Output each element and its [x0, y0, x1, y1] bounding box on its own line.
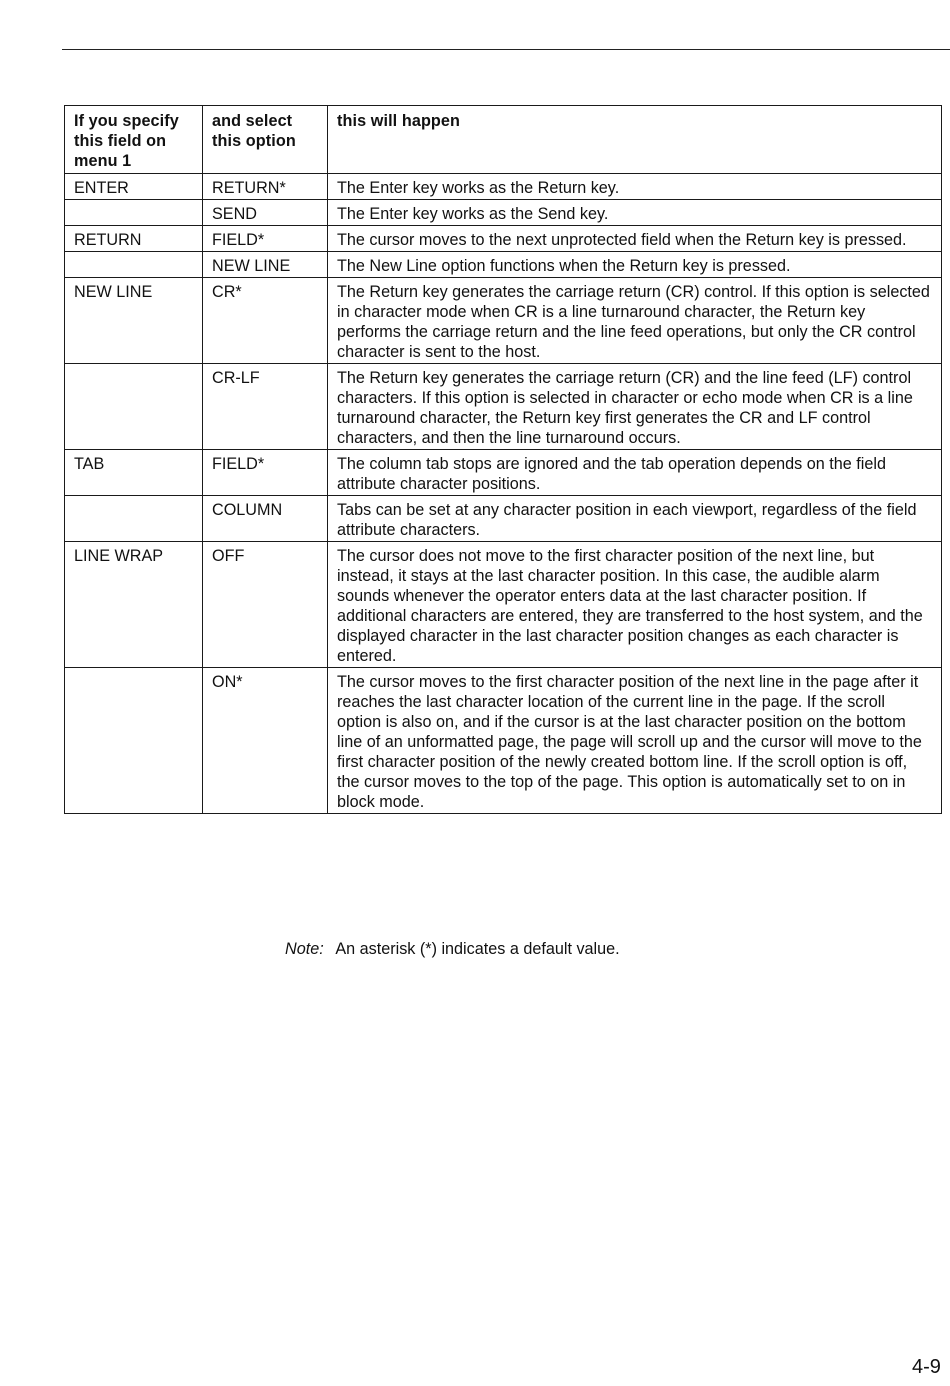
field-cell: [65, 364, 203, 450]
option-table: [64, 105, 942, 814]
column-header-result: this will happen: [328, 106, 942, 174]
field-cell: [65, 200, 203, 226]
option-cell: NEW LINE: [203, 252, 328, 278]
column-header-field: If you specify this field on menu 1: [65, 106, 203, 174]
table-row: [65, 450, 942, 496]
option-cell: SEND: [203, 200, 328, 226]
result-cell: The Return key generates the carriage return (CR) control. If this option is selected in character mode when CR is a line turnaround character, the Return key performs the carriage return and the line feed operations, but only the CR control character is sent to the host.: [328, 278, 942, 364]
result-cell: The New Line option functions when the Return key is pressed.: [328, 252, 942, 278]
option-cell: COLUMN: [203, 496, 328, 542]
table-row: [65, 278, 942, 364]
table-row: [65, 174, 942, 200]
option-cell: RETURN*: [203, 174, 328, 200]
result-cell: The cursor moves to the first character position of the next line in the page after it reaches the last character location of the current line in the page. If the scroll option is also on, and if the cursor is at the last character position on the bottom line of an unformatted page, the page will scroll up and the cursor will move to the first character position of the newly created bottom line. If the scroll option is off, the cursor moves to the top of the page. This option is automatically set to on in block mode.: [328, 668, 942, 814]
field-cell: TAB: [65, 450, 203, 496]
table-row: [65, 364, 942, 450]
field-cell: [65, 252, 203, 278]
table-row: [65, 496, 942, 542]
result-cell: The Enter key works as the Return key.: [328, 174, 942, 200]
table-row: [65, 542, 942, 668]
page-number: 4-9: [912, 1356, 941, 1378]
field-cell: [65, 496, 203, 542]
column-header-option: and select this option: [203, 106, 328, 174]
option-cell: FIELD*: [203, 450, 328, 496]
footnote: [285, 938, 620, 960]
table-row: [65, 252, 942, 278]
option-cell: CR*: [203, 278, 328, 364]
footnote-text: An asterisk (*) indicates a default value.: [335, 940, 620, 958]
result-cell: Tabs can be set at any character position in each viewport, regardless of the field attribute characters.: [328, 496, 942, 542]
header-rule: [62, 49, 950, 50]
option-cell: OFF: [203, 542, 328, 668]
result-cell: The cursor moves to the next unprotected field when the Return key is pressed.: [328, 226, 942, 252]
result-cell: The column tab stops are ignored and the tab operation depends on the field attribute character positions.: [328, 450, 942, 496]
result-cell: The Return key generates the carriage return (CR) and the line feed (LF) control characters. If this option is selected in character or echo mode when CR is a line turnaround character, the Return key first generates the CR and LF control characters, and then the line turnaround occurs.: [328, 364, 942, 450]
result-cell: The cursor does not move to the first character position of the next line, but instead, it stays at the last character position. In this case, the audible alarm sounds whenever the operator enters data at the last character position. If additional characters are entered, they are transferred to the host system, and the displayed character in the last character position changes as each character is entered.: [328, 542, 942, 668]
table-row: [65, 226, 942, 252]
field-cell: RETURN: [65, 226, 203, 252]
option-cell: ON*: [203, 668, 328, 814]
table-header-row: [65, 106, 942, 174]
table-row: [65, 668, 942, 814]
field-cell: ENTER: [65, 174, 203, 200]
table-row: [65, 200, 942, 226]
result-cell: The Enter key works as the Send key.: [328, 200, 942, 226]
field-cell: LINE WRAP: [65, 542, 203, 668]
option-cell: FIELD*: [203, 226, 328, 252]
field-cell: [65, 668, 203, 814]
field-cell: NEW LINE: [65, 278, 203, 364]
footnote-label: Note:: [285, 940, 324, 958]
option-cell: CR-LF: [203, 364, 328, 450]
